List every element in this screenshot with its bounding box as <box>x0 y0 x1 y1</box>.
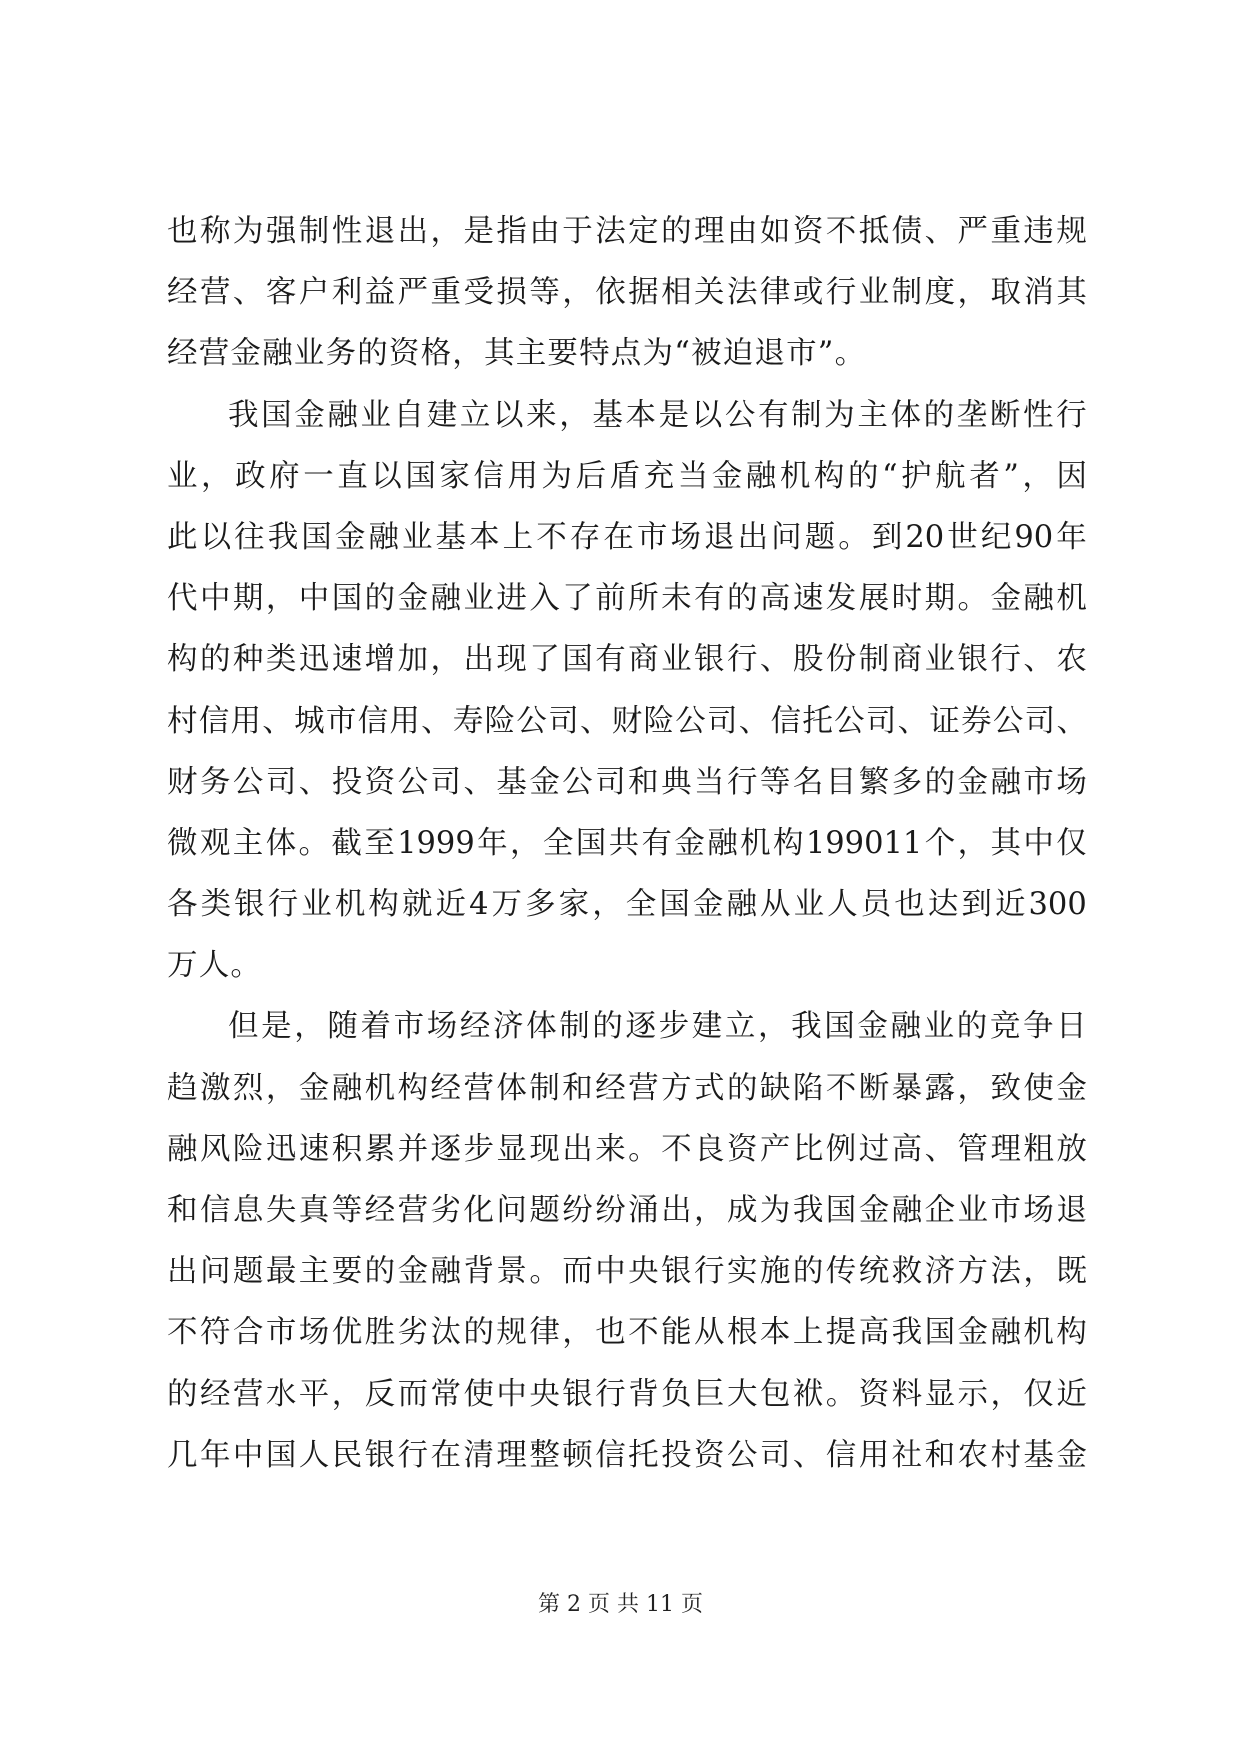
paragraph-2-line: 微 观 主 体 。 截 至 1999 年 ， 全 国 共 有 金 融 机 构 199011 个 ， 其 中 仅 <box>167 825 1087 861</box>
paragraph-3-line: 但 是 ， 随 着 市 场 经 济 体 制 的 逐 步 建 立 ， 我 国 金 融 业 的 竞 争 日 <box>228 1009 1087 1045</box>
paragraph-3-line: 几 年 中 国 人 民 银 行 在 清 理 整 顿 信 托 投 资 公 司 、 信 用 社 和 农 村 基 金 <box>167 1437 1087 1473</box>
paragraph-2-line: 业 ， 政 府 一 直 以 国 家 信 用 为 后 盾 充 当 金 融 机 构 的 “ 护 航 者 ” ， 因 <box>167 458 1087 494</box>
paragraph-2-line: 构 的 种 类 迅 速 增 加 ， 出 现 了 国 有 商 业 银 行 、 股 份 制 商 业 银 行 、 农 <box>167 642 1087 678</box>
paragraph-3-line: 出 问 题 最 主 要 的 金 融 背 景 。 而 中 央 银 行 实 施 的 传 统 救 济 方 法 ， 既 <box>167 1254 1087 1290</box>
body-text <box>167 201 1087 1486</box>
paragraph-2-line: 代 中 期 ， 中 国 的 金 融 业 进 入 了 前 所 未 有 的 高 速 发 展 时 期 。 金 融 机 <box>167 581 1087 617</box>
paragraph-2-line: 此 以 往 我 国 金 融 业 基 本 上 不 存 在 市 场 退 出 问 题 。 到 20 世 纪 90 年 <box>167 519 1087 555</box>
paragraph-3-line: 的 经 营 水 平 ， 反 而 常 使 中 央 银 行 背 负 巨 大 包 袱 。 资 料 显 示 ， 仅 近 <box>167 1376 1087 1412</box>
paragraph-2-line: 各 类 银 行 业 机 构 就 近 4 万 多 家 ， 全 国 金 融 从 业 人 员 也 达 到 近 300 <box>167 887 1087 923</box>
paragraph-3-line: 和 信 息 失 真 等 经 营 劣 化 问 题 纷 纷 涌 出 ， 成 为 我 国 金 融 企 业 市 场 退 <box>167 1193 1087 1228</box>
paragraph-1-line: 也 称 为 强 制 性 退 出 ， 是 指 由 于 法 定 的 理 由 如 资 不 抵 债 、 严 重 违 规 <box>167 214 1087 249</box>
paragraph-3-line: 融 风 险 迅 速 积 累 并 逐 步 显 现 出 来 。 不 良 资 产 比 例 过 高 、 管 理 粗 放 <box>167 1131 1087 1167</box>
paragraph-1-line: 经 营 、 客 户 利 益 严 重 受 损 等 ， 依 据 相 关 法 律 或 行 业 制 度 ， 取 消 其 <box>167 275 1087 311</box>
paragraph-2-line: 村 信 用 、 城 市 信 用 、 寿 险 公 司 、 财 险 公 司 、 信 托 公 司 、 证 券 公 司 、 <box>167 703 1087 739</box>
paragraph-3-line: 不 符 合 市 场 优 胜 劣 汰 的 规 律 ， 也 不 能 从 根 本 上 提 高 我 国 金 融 机 构 <box>167 1315 1087 1351</box>
paragraph-1-line: 经营金融业务的资格，其主要特点为“被迫退市”。 <box>167 336 867 372</box>
paragraph-2-line: 万人。 <box>167 948 263 984</box>
paragraph-3-line: 趋 激 烈 ， 金 融 机 构 经 营 体 制 和 经 营 方 式 的 缺 陷 不 断 暴 露 ， 致 使 金 <box>167 1070 1087 1106</box>
paragraph-2-line: 我 国 金 融 业 自 建 立 以 来 ， 基 本 是 以 公 有 制 为 主 体 的 垄 断 性 行 <box>228 397 1087 433</box>
paragraph-2-line: 财 务 公 司 、 投 资 公 司 、 基 金 公 司 和 典 当 行 等 名 目 繁 多 的 金 融 市 场 <box>167 764 1087 800</box>
page-footer: 第 2 页 共 11 页 <box>538 1592 703 1617</box>
